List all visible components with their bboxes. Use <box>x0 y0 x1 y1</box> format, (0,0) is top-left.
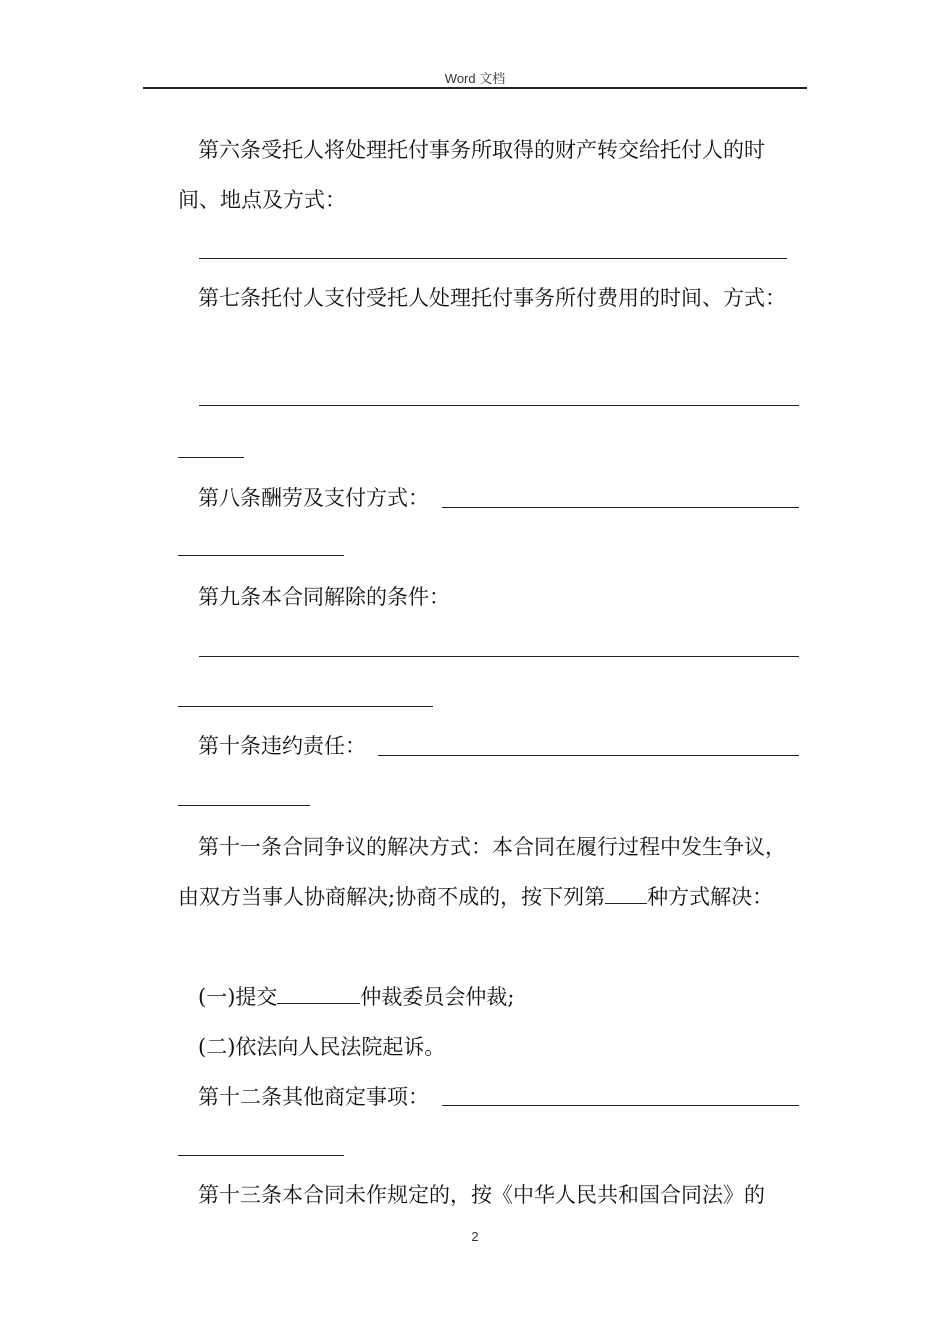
article-12-blank-2 <box>178 1155 344 1156</box>
article-6-blank <box>199 258 787 259</box>
article-12-text: 第十二条其他商定事项： <box>198 1085 429 1109</box>
page-number: 2 <box>471 1229 479 1244</box>
article-6-line-2: 间、地点及方式： <box>178 188 346 212</box>
option-1-prefix: (一)提交 <box>198 985 278 1009</box>
article-10-text: 第十条违约责任： <box>198 734 366 758</box>
article-8-blank-2 <box>178 555 344 556</box>
option-1-suffix: 仲裁委员会仲裁; <box>360 985 515 1009</box>
article-9-text: 第九条本合同解除的条件： <box>198 585 450 609</box>
article-11-line-2-prefix: 由双方当事人协商解决;协商不成的，按下列第 <box>178 885 606 909</box>
article-10-blank-2 <box>178 805 310 806</box>
article-6-line-1: 第六条受托人将处理托付事务所取得的财产转交给托付人的时 <box>198 138 765 162</box>
article-13-line-1: 第十三条本合同未作规定的，按《中华人民共和国合同法》的 <box>198 1183 765 1207</box>
option-1-blank <box>277 982 360 1004</box>
option-2: (二)依法向人民法院起诉。 <box>198 1035 446 1059</box>
article-9-blank-2 <box>178 706 433 707</box>
article-7-blank-2 <box>178 457 244 458</box>
article-11-line-2 <box>178 882 773 912</box>
article-11-choice-blank <box>605 882 647 904</box>
article-8-blank-1 <box>442 507 799 508</box>
article-10-blank-1 <box>378 755 799 756</box>
article-7-blank-1 <box>199 405 799 406</box>
article-11-line-1: 第十一条合同争议的解决方式：本合同在履行过程中发生争议， <box>198 835 786 859</box>
header-title: Word 文档 <box>444 71 506 86</box>
option-1 <box>198 982 514 1012</box>
article-7-text: 第七条托付人支付受托人处理托付事务所付费用的时间、方式： <box>198 286 786 310</box>
article-11-line-2-suffix: 种方式解决： <box>647 885 774 909</box>
header-divider <box>143 87 807 89</box>
article-9-blank-1 <box>199 656 799 657</box>
article-12-blank-1 <box>442 1105 799 1106</box>
article-8-text: 第八条酬劳及支付方式： <box>198 486 429 510</box>
